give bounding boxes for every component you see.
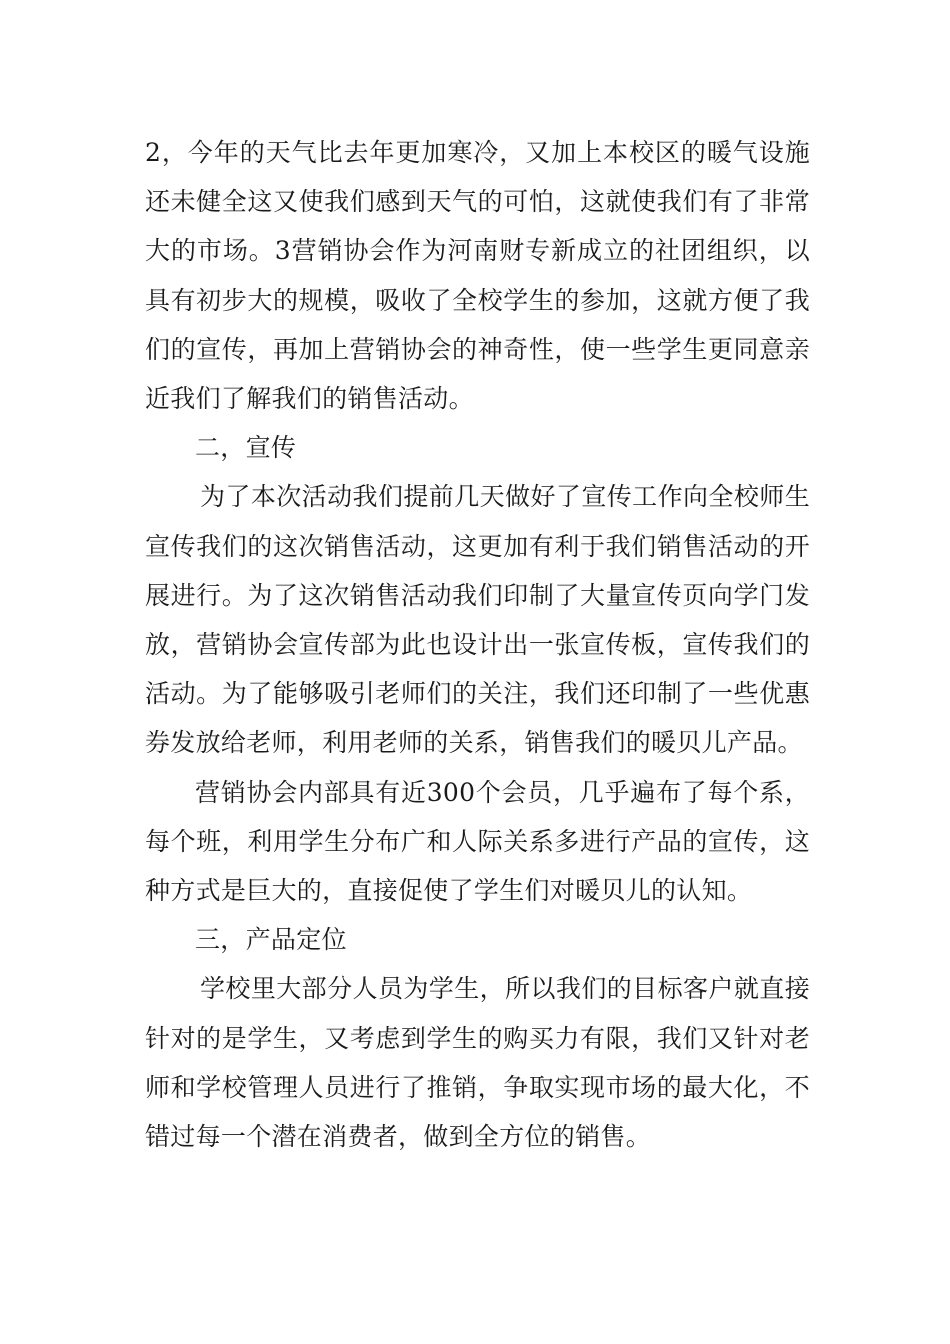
- paragraph-association-members: 营销协会内部具有近300个会员，几乎遍布了每个系，每个班，利用学生分布广和人际关系多进行产品的宣传，这种方式是巨大的，直接促使了学生们对暖贝儿的认知。: [145, 777, 810, 906]
- paragraph-promotion-work: 为了本次活动我们提前几天做好了宣传工作向全校师生宣传我们的这次销售活动，这更加有利于我们销售活动的开展进行。为了这次销售活动我们印制了大量宣传页向学门发放，营销协会宣传部为此也设计出一张宣传板，宣传我们的活动。为了能够吸引老师们的关注，我们还印制了一些优惠券发放给老师，利用老师的关系，销售我们的暖贝儿产品。: [145, 482, 810, 758]
- paragraph-target-customers: 学校里大部分人员为学生，所以我们的目标客户就直接针对的是学生，又考虑到学生的购买力有限，我们又针对老师和学校管理人员进行了推销，争取实现市场的最大化，不错过每一个潜在消费者，做到全方位的销售。: [145, 974, 810, 1152]
- document-body: [145, 128, 810, 1161]
- paragraph-market-conditions: 2，今年的天气比去年更加寒冷，又加上本校区的暖气设施还未健全这又使我们感到天气的可怕，这就使我们有了非常大的市场。3营销协会作为河南财专新成立的社团组织，以具有初步大的规模，吸收了全校学生的参加，这就方便了我们的宣传，再加上营销协会的神奇性，使一些学生更同意亲近我们了解我们的销售活动。: [145, 138, 810, 414]
- section-heading-product-positioning: 三，产品定位: [195, 925, 347, 955]
- section-heading-promotion: 二，宣传: [195, 433, 297, 463]
